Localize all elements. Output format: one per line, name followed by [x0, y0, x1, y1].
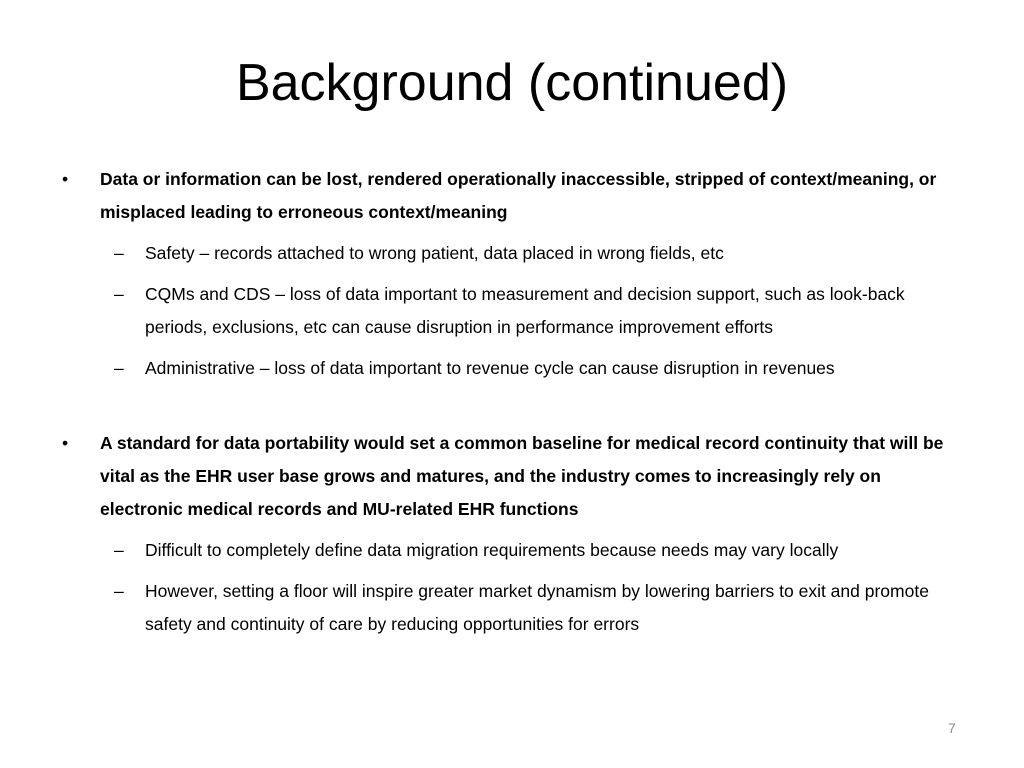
bullet-marker: • [62, 433, 69, 453]
sub-bullet-item [114, 534, 957, 567]
bullet-marker: • [62, 169, 69, 189]
dash-marker: – [114, 540, 124, 560]
slide-title: Background (continued) [235, 54, 789, 112]
spacer [62, 385, 962, 427]
sub-bullet-item [114, 575, 957, 641]
bullet-item [62, 427, 962, 526]
bullet-text: Data or information can be lost, rendered operationally inaccessible, stripped of context/meaning, or misplaced leading to erroneous context/meaning [100, 169, 937, 222]
sub-bullet-text: CQMs and CDS – loss of data important to measurement and decision support, such as look-back periods, exclusions, etc can cause disruption in performance improvement efforts [145, 284, 905, 337]
sub-bullet-text: Difficult to completely define data migration requirements because needs may vary locally [145, 540, 839, 560]
sub-bullet-text: Administrative – loss of data important to revenue cycle can cause disruption in revenues [145, 358, 835, 378]
dash-marker: – [114, 284, 124, 304]
dash-marker: – [114, 358, 124, 378]
dash-marker: – [114, 243, 124, 263]
sub-bullet-item [114, 237, 957, 270]
sub-bullet-text: However, setting a floor will inspire greater market dynamism by lowering barriers to exit and promote safety and continuity of care by reducing opportunities for errors [145, 581, 929, 634]
dash-marker: – [114, 581, 124, 601]
bullet-item [62, 163, 962, 229]
bullet-text: A standard for data portability would set a common baseline for medical record continuity that will be vital as the EHR user base grows and matures, and the industry comes to increasingly rely on electronic medical records and MU-related EHR functions [100, 433, 944, 519]
sub-bullet-text: Safety – records attached to wrong patient, data placed in wrong fields, etc [145, 243, 724, 263]
page-number: 7 [948, 720, 956, 736]
sub-bullet-item [114, 352, 957, 385]
slide-content [62, 163, 962, 641]
sub-bullet-item [114, 278, 957, 344]
